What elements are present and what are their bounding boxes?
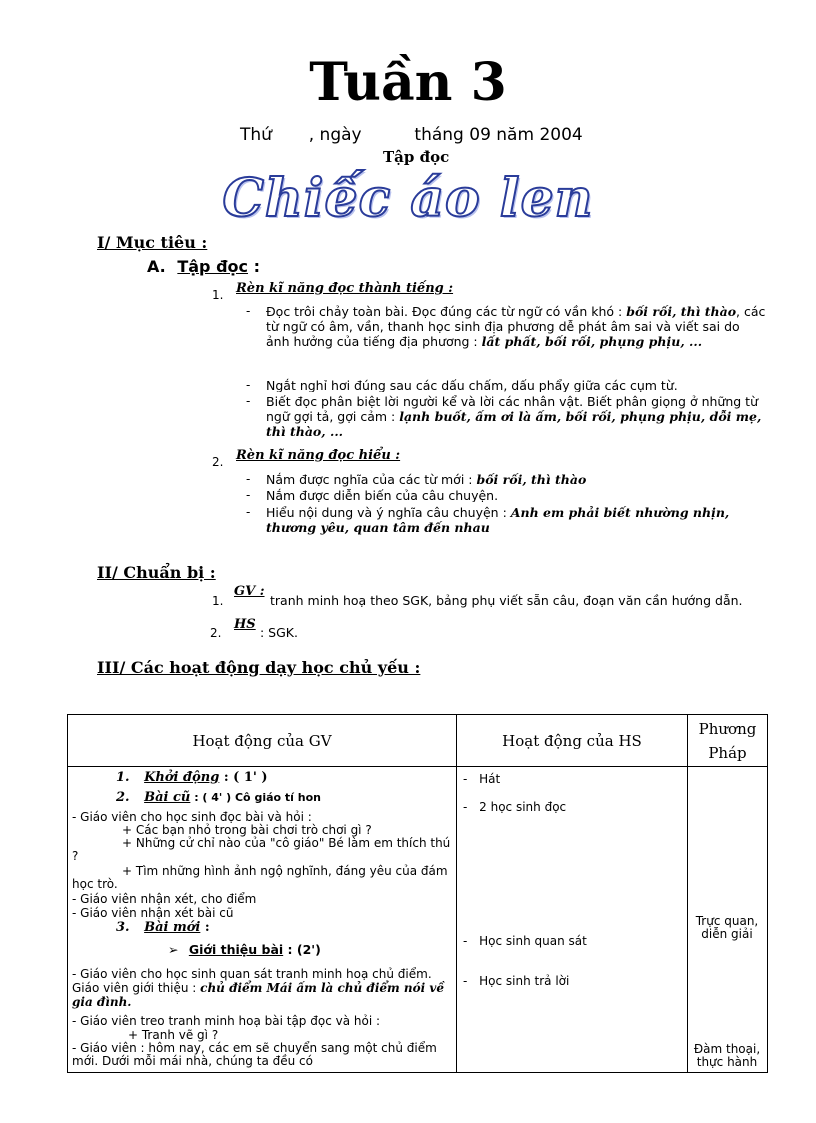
bullet-item: Đọc trôi chảy toàn bài. Đọc đúng các từ ngữ có vần khó : bối rối, thì thào, các từ ngữ có âm, vần, thanh học sinh địa phương dễ phát âm sai và viết sai do ảnh hưởng của tiếng địa phương : lất phất, bối rối, phụng phịu, ... xyxy=(266,304,766,349)
method-cell xyxy=(688,767,768,1073)
bullet-dash: - xyxy=(246,505,251,519)
section-a-heading: A. Tập đọc : xyxy=(147,257,260,276)
hs-line: - 2 học sinh đọc xyxy=(463,800,567,814)
date-month-year: tháng 09 năm 2004 xyxy=(414,125,583,145)
bullet-item: Nắm được diễn biến của câu chuyện. xyxy=(266,488,499,502)
hs-line: - Hát xyxy=(463,772,501,786)
gv-line: - Giáo viên nhận xét, cho điểm xyxy=(72,892,257,906)
hs-line: - Học sinh trả lời xyxy=(463,974,570,988)
method-line: Trực quan, diễn giải xyxy=(695,914,759,941)
hs-line: - Học sinh quan sát xyxy=(463,934,587,948)
prep-2-number: 2. xyxy=(210,626,222,640)
section-2-heading: II/ Chuẩn bị : xyxy=(97,563,216,582)
prep-hs-label: HS xyxy=(234,617,256,632)
prep-hs-text: : SGK. xyxy=(260,625,298,640)
bullet-item: Biết đọc phân biệt lời người kể và lời các nhân vật. Biết phân giọng ở những từ ngữ gợi tả, gợi cảm : lạnh buốt, ấm ơi là ấm, bối rối, phụng phịu, dỗi mẹ, thì thào, ... xyxy=(266,394,762,439)
gv-line: - Giáo viên nhận xét bài cũ xyxy=(72,906,234,920)
activity-table xyxy=(67,714,768,1073)
bullet-item: Ngắt nghỉ hơi đúng sau các dấu chấm, dấu phẩy giữa các cụm từ. xyxy=(266,378,678,392)
bullet-dash: - xyxy=(246,472,251,486)
bullet-dash: - xyxy=(246,488,251,502)
item-1-heading: Rèn kĩ năng đọc thành tiếng : xyxy=(236,281,454,296)
gv-line: - Giáo viên cho học sinh đọc bài và hỏi : xyxy=(72,810,312,824)
arrow-icon: ➢ xyxy=(168,942,179,957)
gv-line: + Tìm những hình ảnh ngộ nghĩnh, đáng yêu của đám học trò. xyxy=(72,864,448,891)
method-line: Đàm thoại, thực hành xyxy=(693,1042,761,1069)
subject-label: Tập đọc xyxy=(383,148,450,166)
bullet-item: Nắm được nghĩa của các từ mới : bối rối, thì thào xyxy=(266,472,587,487)
lesson-title: Chiếc áo len xyxy=(222,168,594,229)
step-1: 1. Khởi động : ( 1' ) xyxy=(116,770,268,785)
bullet-dash: - xyxy=(246,394,251,408)
header-method: Phương Pháp xyxy=(688,715,768,767)
hs-cell xyxy=(457,767,688,1073)
intro-heading: ➢ Giới thiệu bài : (2') xyxy=(168,942,321,957)
gv-cell xyxy=(68,767,457,1073)
gv-line: - Giáo viên treo tranh minh hoạ bài tập đọc và hỏi : xyxy=(72,1014,381,1028)
prep-gv-label: GV : xyxy=(234,584,265,599)
header-gv: Hoạt động của GV xyxy=(68,715,457,767)
table-row xyxy=(68,767,768,1073)
section-1-heading: I/ Mục tiêu : xyxy=(97,233,208,252)
header-hs: Hoạt động của HS xyxy=(457,715,688,767)
gv-line: + Tranh vẽ gì ? xyxy=(128,1028,219,1042)
date-day: , ngày xyxy=(308,125,362,145)
gv-line: + Các bạn nhỏ trong bài chơi trò chơi gì ? xyxy=(122,823,372,837)
date-line xyxy=(240,125,583,145)
bullet-dash: - xyxy=(246,378,251,392)
bullet-dash: - xyxy=(246,304,251,318)
gv-line: - Giáo viên cho học sinh quan sát tranh minh hoạ chủ điểm. Giáo viên giới thiệu : chủ điểm Mái ấm là chủ điểm nói về gia đình. xyxy=(72,967,444,1009)
step-2: 2. Bài cũ : ( 4' ) Cô giáo tí hon xyxy=(116,790,321,805)
item-2-number: 2. xyxy=(212,455,224,469)
date-weekday: Thứ xyxy=(240,125,272,145)
gv-line: - Giáo viên : hôm nay, các em sẽ chuyển sang một chủ điểm mới. Dưới mỗi mái nhà, chúng ta đều có xyxy=(72,1041,437,1068)
prep-gv-text: tranh minh hoạ theo SGK, bảng phụ viết sẵn câu, đoạn văn cần hướng dẫn. xyxy=(270,593,743,608)
week-title: Tuần 3 xyxy=(309,52,507,113)
table-header-row xyxy=(68,715,768,767)
prep-1-number: 1. xyxy=(212,594,224,608)
section-3-heading: III/ Các hoạt động dạy học chủ yếu : xyxy=(97,658,421,677)
step-3: 3. Bài mới : xyxy=(116,920,210,935)
bullet-item: Hiểu nội dung và ý nghĩa câu chuyện : Anh em phải biết nhường nhịn, thương yêu, quan tâm đến nhau xyxy=(266,505,730,535)
item-1-number: 1. xyxy=(212,288,224,302)
item-2-heading: Rèn kĩ năng đọc hiểu : xyxy=(236,448,401,463)
gv-line: + Những cử chỉ nào của "cô giáo" Bé làm em thích thú ? xyxy=(72,836,451,863)
